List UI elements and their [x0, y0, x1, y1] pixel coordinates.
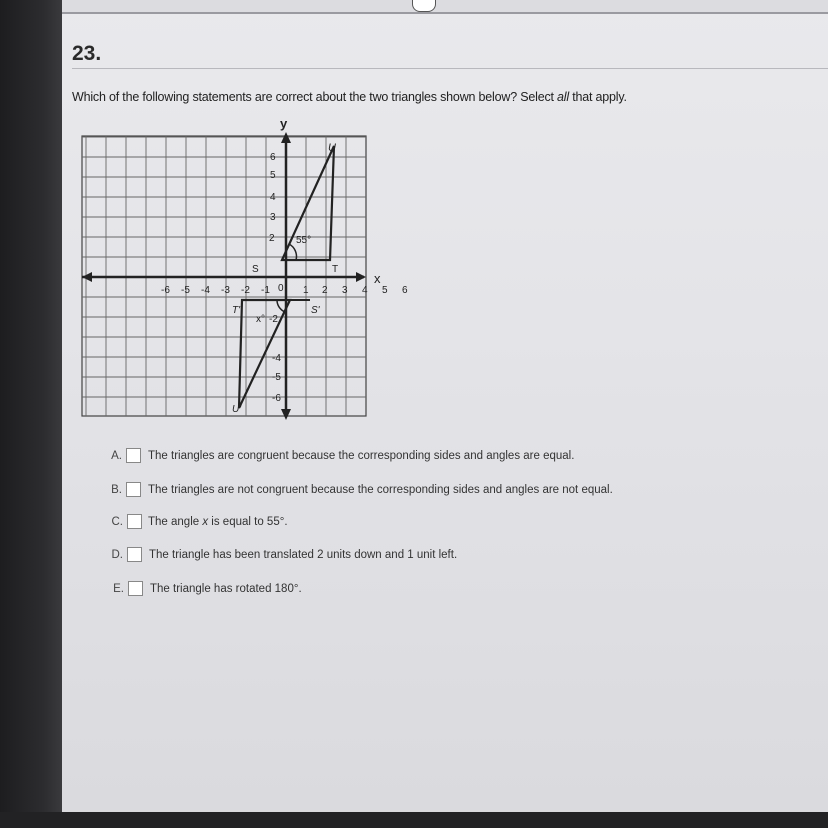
option-c-checkbox[interactable]	[127, 514, 142, 529]
y-tick-label: 6	[270, 152, 276, 163]
option-text: The triangle has been translated 2 units down and 1 unit left.	[149, 549, 458, 561]
x-tick-label: 2	[322, 285, 328, 296]
angle-arc-s-prime	[277, 300, 285, 312]
x-tick-labels	[161, 283, 408, 296]
x-tick-label: -1	[261, 285, 270, 296]
y-axis-label: y	[280, 116, 288, 131]
mouse-cursor-icon	[412, 0, 436, 12]
y-axis-arrow-up	[281, 132, 291, 143]
label-minus-2: -2	[269, 314, 278, 325]
x-tick-label: 5	[382, 285, 388, 296]
x-axis-arrow-right	[356, 272, 366, 282]
question-text-end: that apply.	[568, 90, 627, 104]
question-number: 23.	[72, 42, 102, 65]
option-text: The triangles are congruent because the corresponding sides and angles are equal.	[148, 450, 575, 462]
option-text: The triangles are not congruent because the corresponding sides and angles are not equal.	[148, 484, 613, 496]
option-letter: D.	[111, 549, 123, 561]
x-tick-label: 1	[303, 285, 309, 296]
y-tick-label: 3	[270, 212, 276, 223]
y-tick-label: -5	[272, 372, 281, 383]
option-d-checkbox[interactable]	[127, 547, 142, 562]
vertex-label-t-prime: T'	[232, 305, 241, 316]
option-c-variable: x	[202, 516, 209, 528]
option-letter: E.	[113, 583, 124, 595]
x-tick-label: 0	[278, 283, 284, 294]
coordinate-graph	[82, 116, 408, 426]
angle-label-x: x°	[256, 314, 265, 325]
y-axis-arrow-down	[281, 409, 291, 420]
x-tick-label: 3	[342, 285, 348, 296]
x-axis-label: x	[374, 271, 381, 286]
x-axis-arrow-left	[82, 272, 92, 282]
angle-arc-s	[289, 244, 296, 260]
option-c-text-end: is equal to 55°.	[208, 516, 288, 528]
top-toolbar	[62, 0, 828, 14]
question-text-emphasis: all	[557, 90, 569, 104]
x-tick-label: 6	[402, 285, 408, 296]
option-letter: A.	[111, 450, 122, 462]
y-tick-label: 5	[270, 170, 276, 181]
label-2: 2	[269, 233, 275, 244]
monitor-bezel-bottom	[0, 812, 828, 828]
option-c-text-start: The angle	[148, 516, 203, 528]
x-tick-label: 4	[362, 285, 368, 296]
monitor-bezel-left	[0, 0, 62, 828]
x-tick-label: -3	[221, 285, 230, 296]
vertex-label-t: T	[332, 264, 339, 275]
screen	[62, 0, 828, 812]
y-tick-label: -6	[272, 393, 281, 404]
y-tick-label: -4	[272, 353, 281, 364]
option-letter: B.	[111, 484, 122, 496]
vertex-label-u: U	[328, 142, 336, 154]
x-tick-label: -6	[161, 285, 170, 296]
question-divider	[72, 68, 828, 69]
vertex-label-s-prime: S'	[311, 305, 320, 316]
y-tick-label: 4	[270, 192, 276, 203]
option-text	[148, 516, 288, 528]
x-tick-label: -5	[181, 285, 190, 296]
option-text: The triangle has rotated 180°.	[150, 583, 302, 595]
option-letter: C.	[111, 516, 123, 528]
x-tick-label: -2	[241, 285, 250, 296]
vertex-label-u-prime: U'	[232, 404, 242, 415]
question-text-start: Which of the following statements are correct about the two triangles shown below? Select	[72, 90, 558, 104]
question-prompt	[72, 90, 627, 104]
graph-svg	[82, 116, 408, 426]
vertex-label-s: S	[252, 264, 259, 275]
angle-label-55: 55°	[296, 235, 312, 246]
option-e-checkbox[interactable]	[128, 581, 143, 596]
x-tick-label: -4	[201, 285, 210, 296]
option-b-checkbox[interactable]	[126, 482, 141, 497]
option-a-checkbox[interactable]	[126, 448, 141, 463]
